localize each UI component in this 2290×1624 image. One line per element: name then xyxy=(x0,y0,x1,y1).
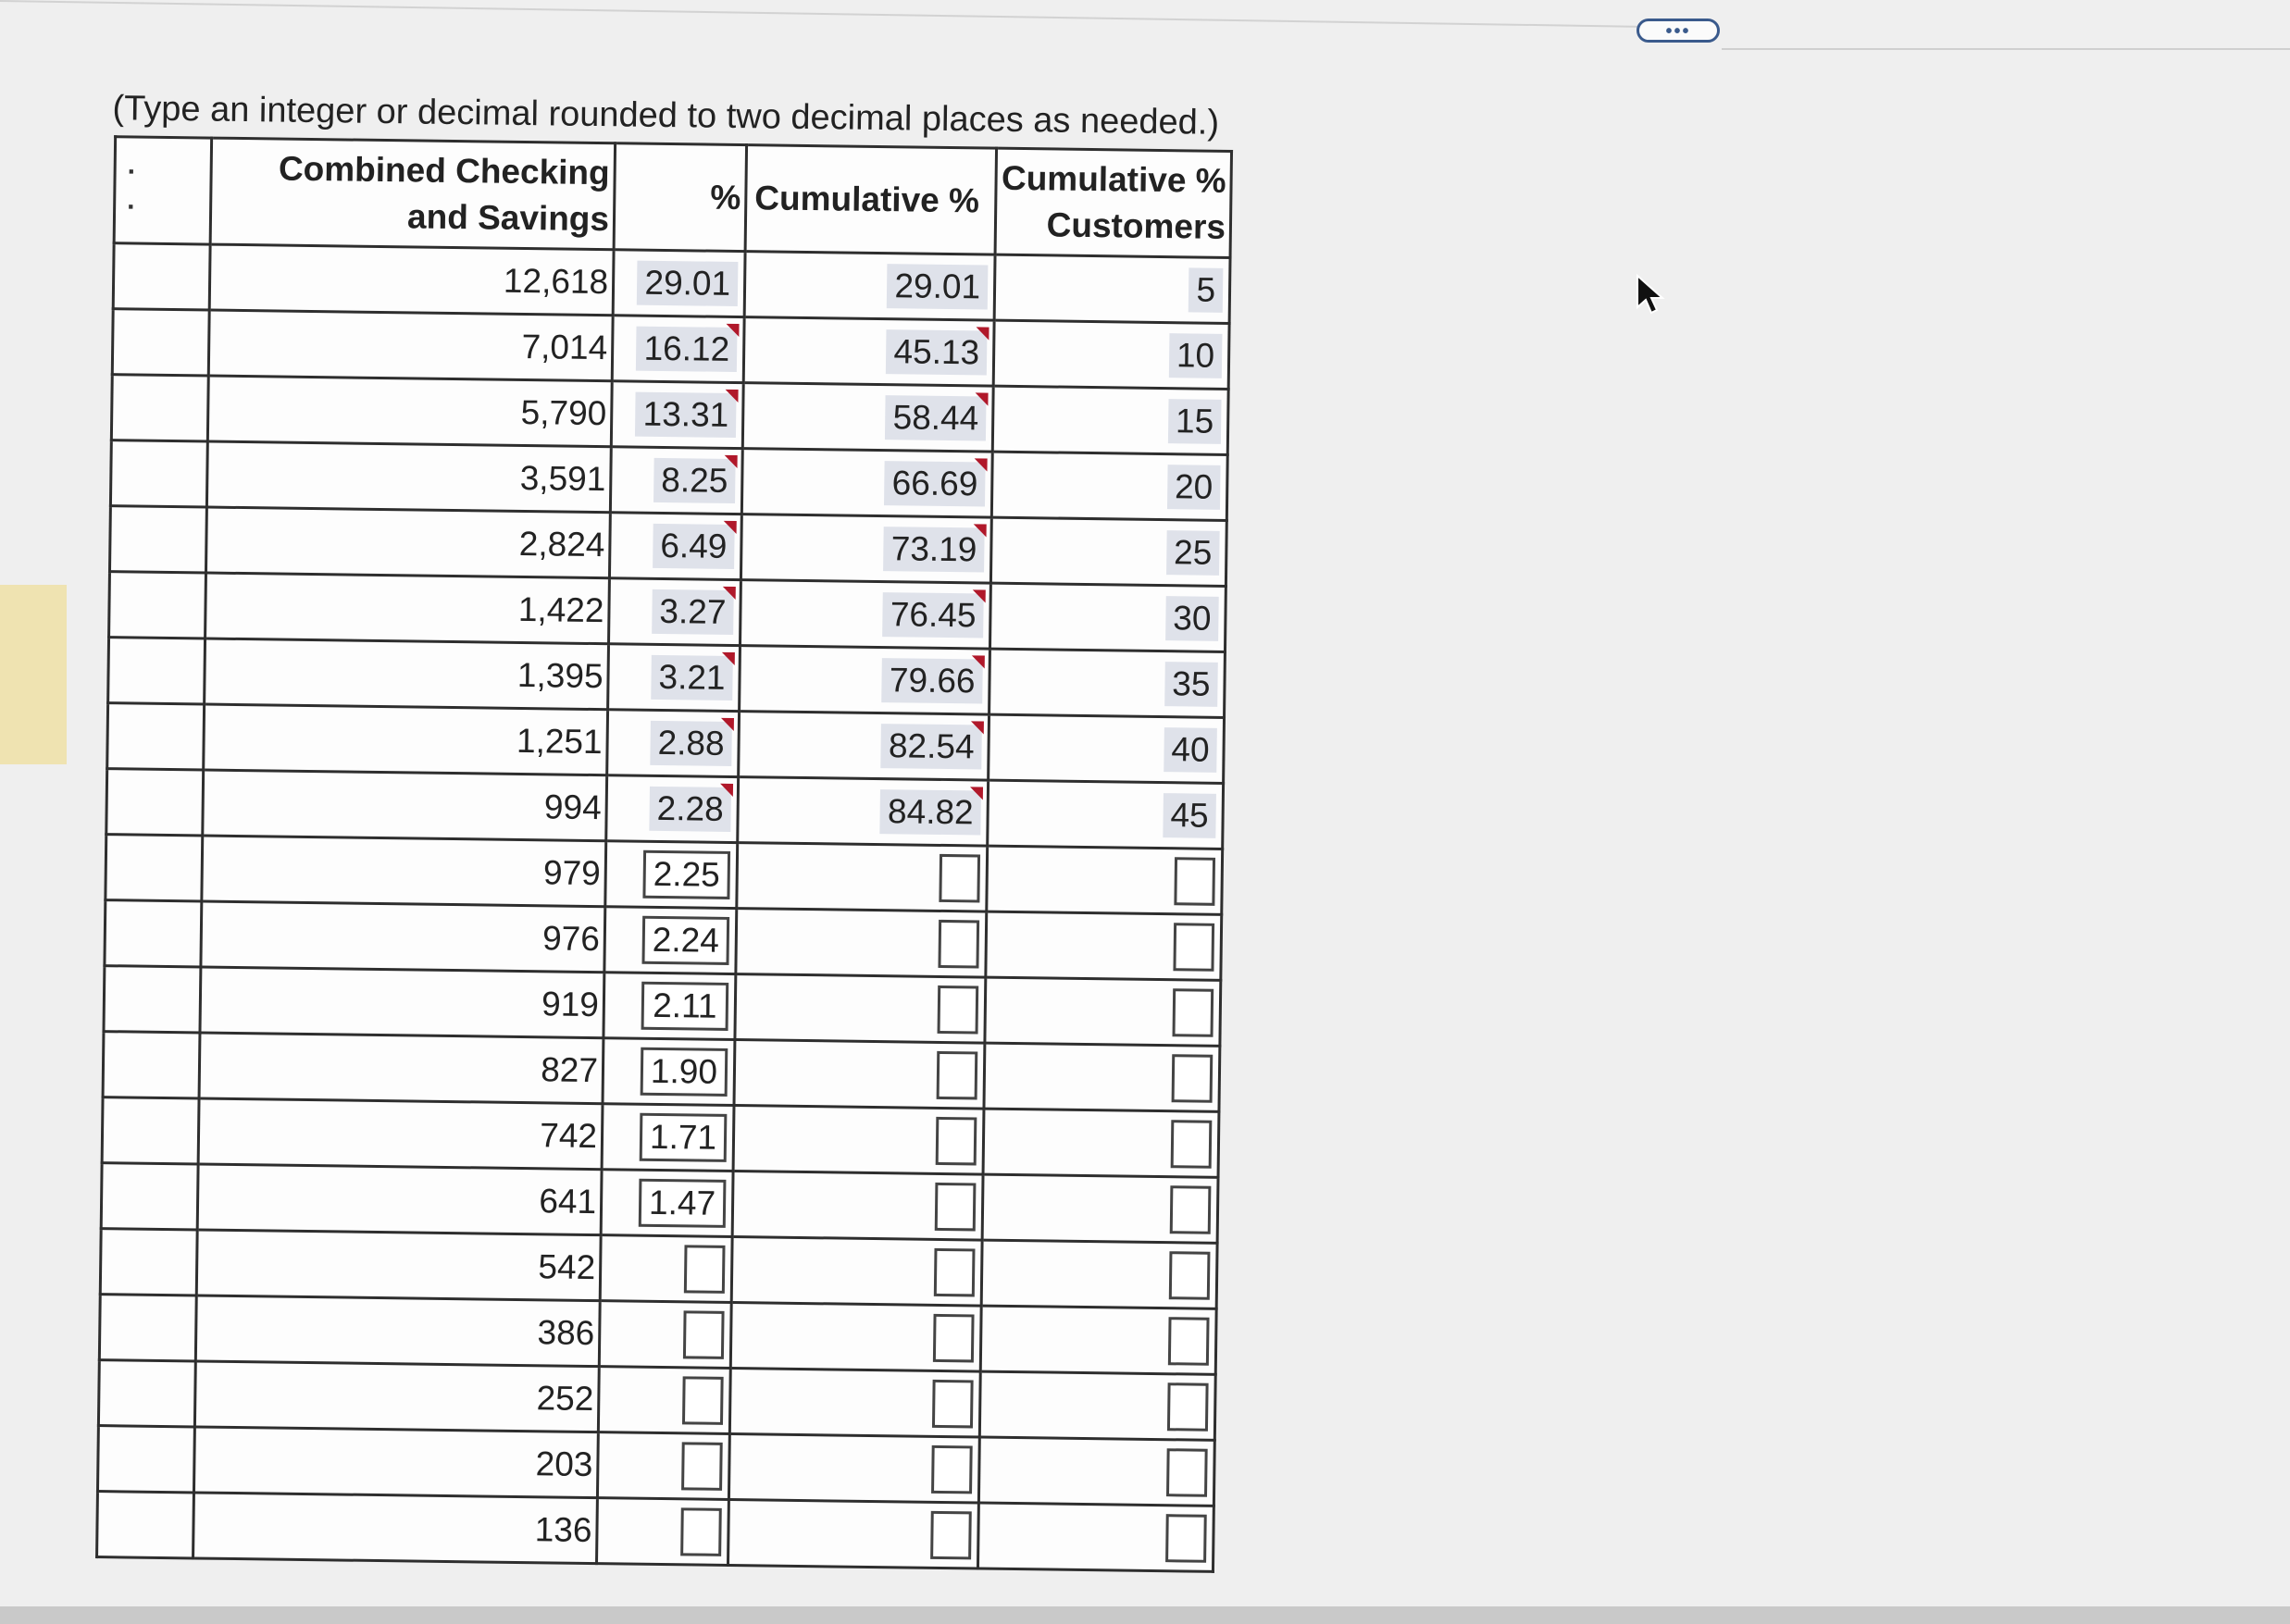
percent-cell xyxy=(603,1038,735,1106)
percent-answer[interactable]: 16.12 xyxy=(636,327,737,372)
percent-input[interactable] xyxy=(680,1507,722,1556)
percent-answer[interactable]: 2.11 xyxy=(641,982,729,1031)
combined-total-cell: 742 xyxy=(198,1098,603,1170)
cumulative-customers-cell xyxy=(989,714,1225,783)
cumulative-customers-answer[interactable]: 45 xyxy=(1163,793,1216,838)
cumulative-percent-cell xyxy=(741,580,991,650)
percent-answer[interactable]: 2.25 xyxy=(642,850,730,899)
row-label-cell xyxy=(99,1295,196,1361)
percent-answer[interactable]: 2.24 xyxy=(641,916,729,965)
row-label-cell xyxy=(97,1492,194,1558)
cumulative-customers-cell xyxy=(992,386,1228,454)
percent-input[interactable] xyxy=(682,1376,724,1425)
combined-total-cell: 919 xyxy=(200,967,604,1038)
cumulative-percent-cell xyxy=(739,712,989,781)
cumulative-percent-input[interactable] xyxy=(931,1445,973,1494)
combined-total-cell: 976 xyxy=(201,901,605,973)
percent-answer[interactable]: 2.28 xyxy=(649,787,731,832)
combined-total-cell: 1,395 xyxy=(205,638,609,710)
header-cust-line2: Customers xyxy=(1046,205,1226,246)
row-label-cell xyxy=(97,1426,194,1493)
cumulative-customers-cell xyxy=(989,649,1226,717)
cumulative-percent-cell xyxy=(733,1106,984,1175)
table-body xyxy=(97,243,1230,1572)
percent-answer[interactable]: 8.25 xyxy=(653,458,736,503)
cumulative-customers-cell xyxy=(981,1240,1217,1308)
cumulative-percent-cell xyxy=(740,646,990,715)
header-cust-line1: Cumulative % xyxy=(1001,158,1226,200)
combined-total-cell: 641 xyxy=(197,1164,602,1235)
cumulative-percent-input[interactable] xyxy=(939,854,980,903)
combined-total-cell: 252 xyxy=(194,1361,599,1432)
cumulative-percent-input[interactable] xyxy=(934,1248,976,1297)
percent-cell xyxy=(613,250,745,317)
cumulative-percent-cell xyxy=(735,974,986,1044)
row-label-cell xyxy=(102,1097,199,1164)
cumulative-percent-cell xyxy=(732,1172,983,1241)
cumulative-percent-answer[interactable]: 82.54 xyxy=(881,724,982,769)
row-label-cell xyxy=(103,1032,200,1098)
cumulative-customers-cell xyxy=(980,1306,1216,1374)
cumulative-customers-cell xyxy=(983,1109,1219,1177)
combined-total-cell: 994 xyxy=(203,770,607,841)
combined-total-cell: 1,422 xyxy=(205,573,610,644)
cumulative-customers-input[interactable] xyxy=(1173,923,1214,972)
percent-cell xyxy=(612,316,744,383)
cumulative-percent-input[interactable] xyxy=(936,1117,977,1166)
percent-cell xyxy=(609,578,741,646)
side-tab[interactable] xyxy=(0,585,67,764)
cumulative-percent-answer[interactable]: 79.66 xyxy=(882,658,983,703)
cumulative-customers-cell xyxy=(988,780,1224,849)
cumulative-percent-answer[interactable]: 76.45 xyxy=(883,592,984,638)
cumulative-customers-answer[interactable]: 10 xyxy=(1169,333,1223,378)
cumulative-percent-cell xyxy=(737,843,988,912)
cumulative-percent-answer[interactable]: 73.19 xyxy=(883,527,984,572)
cumulative-customers-answer[interactable]: 20 xyxy=(1167,465,1221,510)
cumulative-customers-cell xyxy=(993,320,1229,389)
cumulative-customers-cell xyxy=(994,254,1230,323)
percent-input[interactable] xyxy=(683,1310,725,1359)
row-label-cell xyxy=(108,638,205,704)
cumulative-percent-cell xyxy=(738,777,989,847)
cumulative-customers-answer[interactable]: 25 xyxy=(1166,530,1220,576)
cumulative-percent-cell xyxy=(736,909,987,978)
cumulative-percent-cell xyxy=(728,1434,979,1504)
row-label-cell xyxy=(105,900,202,967)
cumulative-percent-cell xyxy=(741,449,992,518)
cumulative-percent-answer[interactable]: 66.69 xyxy=(884,461,985,506)
cumulative-customers-input[interactable] xyxy=(1166,1448,1208,1497)
cumulative-percent-answer[interactable]: 58.44 xyxy=(885,395,986,440)
cumulative-percent-cell xyxy=(731,1237,982,1307)
cumulative-customers-cell xyxy=(979,1371,1215,1440)
percent-answer[interactable]: 29.01 xyxy=(637,261,738,306)
cumulative-percent-cell xyxy=(744,252,995,321)
row-label-cell xyxy=(112,309,209,376)
cumulative-percent-input[interactable] xyxy=(938,986,979,1035)
cumulative-customers-cell xyxy=(978,1437,1214,1506)
percent-cell xyxy=(609,513,741,580)
cumulative-percent-cell xyxy=(741,514,991,584)
row-label-cell xyxy=(104,966,201,1033)
cumulative-customers-input[interactable] xyxy=(1172,1054,1213,1103)
combined-total-cell: 12,618 xyxy=(209,244,614,316)
combined-total-cell: 3,591 xyxy=(206,441,611,513)
cumulative-customers-cell xyxy=(991,452,1227,520)
combined-total-cell: 203 xyxy=(193,1427,598,1498)
percent-cell xyxy=(606,775,739,843)
percent-answer[interactable]: 1.47 xyxy=(639,1179,727,1228)
cumulative-customers-answer[interactable]: 35 xyxy=(1164,662,1218,707)
percent-answer[interactable]: 6.49 xyxy=(653,524,735,569)
cumulative-customers-cell xyxy=(984,1043,1220,1111)
cumulative-percent-cell xyxy=(729,1369,980,1438)
table-row xyxy=(97,1492,1214,1572)
percent-cell xyxy=(601,1170,733,1237)
header-percent: % xyxy=(614,143,746,252)
percent-cell xyxy=(602,1104,734,1172)
percent-cell xyxy=(597,1498,729,1566)
percent-cell xyxy=(604,973,736,1040)
row-label-cell xyxy=(106,835,203,901)
pareto-table xyxy=(95,135,1233,1573)
row-label-cell xyxy=(100,1229,197,1295)
header-blank: · · xyxy=(114,137,211,244)
cumulative-customers-cell xyxy=(985,977,1221,1046)
cumulative-customers-input[interactable] xyxy=(1169,1251,1211,1300)
cumulative-percent-answer[interactable]: 29.01 xyxy=(887,264,988,309)
row-label-cell xyxy=(110,440,207,507)
row-label-cell xyxy=(109,572,206,638)
percent-cell xyxy=(600,1235,732,1303)
row-label-cell xyxy=(113,243,210,310)
cumulative-customers-input[interactable] xyxy=(1173,988,1214,1037)
percent-cell xyxy=(599,1301,731,1369)
percent-cell xyxy=(610,447,742,514)
percent-cell xyxy=(597,1432,729,1500)
cumulative-customers-answer[interactable]: 40 xyxy=(1164,727,1217,773)
row-label-cell xyxy=(111,375,208,441)
more-options-button[interactable]: ••• xyxy=(1637,19,1720,43)
cumulative-percent-cell xyxy=(730,1303,981,1372)
right-divider xyxy=(1722,48,2290,50)
cumulative-customers-input[interactable] xyxy=(1167,1382,1209,1432)
percent-cell xyxy=(605,841,738,909)
combined-total-cell: 2,824 xyxy=(205,507,610,578)
cumulative-percent-input[interactable] xyxy=(937,1051,978,1100)
percent-cell xyxy=(607,710,740,777)
cumulative-percent-input[interactable] xyxy=(938,920,979,969)
cumulative-percent-answer[interactable]: 84.82 xyxy=(880,789,981,835)
row-label-cell xyxy=(101,1163,198,1230)
cumulative-customers-cell xyxy=(990,517,1226,586)
header-combined-checking-savings xyxy=(210,138,615,250)
cumulative-percent-input[interactable] xyxy=(932,1380,974,1429)
combined-total-cell: 136 xyxy=(193,1493,598,1564)
cumulative-percent-input[interactable] xyxy=(935,1183,977,1232)
percent-input[interactable] xyxy=(681,1442,723,1491)
percent-answer[interactable]: 3.27 xyxy=(652,589,734,635)
row-label-cell xyxy=(107,703,205,770)
cumulative-percent-cell xyxy=(734,1040,985,1110)
header-cumulative-customers xyxy=(995,148,1231,257)
percent-cell xyxy=(604,907,737,974)
header-cumulative-percent: Cumulative % xyxy=(745,145,996,255)
percent-cell xyxy=(608,644,741,712)
cumulative-percent-cell xyxy=(742,383,993,452)
cumulative-customers-answer[interactable]: 15 xyxy=(1168,399,1222,444)
cumulative-percent-answer[interactable]: 45.13 xyxy=(886,329,987,375)
cumulative-customers-cell xyxy=(977,1503,1213,1571)
percent-answer[interactable]: 2.88 xyxy=(650,721,732,766)
header-total-line2: and Savings xyxy=(406,197,610,239)
row-label-cell xyxy=(106,769,204,836)
cumulative-customers-cell xyxy=(986,911,1222,980)
percent-cell xyxy=(611,381,743,449)
row-label-cell xyxy=(109,506,206,573)
top-divider xyxy=(0,0,1648,28)
mouse-pointer-icon xyxy=(1635,274,1668,318)
cumulative-customers-input[interactable] xyxy=(1171,1120,1213,1169)
cumulative-customers-cell xyxy=(989,583,1226,651)
cumulative-percent-cell xyxy=(728,1499,978,1568)
combined-total-cell: 827 xyxy=(199,1033,604,1104)
percent-answer[interactable]: 1.71 xyxy=(640,1113,728,1162)
instructions-text: (Type an integer or decimal rounded to two decimal places as needed.) xyxy=(112,89,1220,143)
combined-total-cell: 979 xyxy=(202,836,606,907)
cumulative-customers-answer[interactable]: 30 xyxy=(1165,596,1219,641)
combined-total-cell: 1,251 xyxy=(204,704,608,775)
bottom-bar xyxy=(0,1606,2290,1624)
cumulative-percent-cell xyxy=(743,317,994,387)
combined-total-cell: 7,014 xyxy=(208,310,613,381)
cumulative-customers-answer[interactable]: 5 xyxy=(1189,267,1223,312)
cumulative-customers-input[interactable] xyxy=(1168,1317,1210,1366)
question-panel xyxy=(82,76,1296,1600)
cumulative-customers-cell xyxy=(982,1174,1218,1243)
cumulative-customers-input[interactable] xyxy=(1170,1185,1212,1234)
percent-answer[interactable]: 1.90 xyxy=(641,1048,728,1097)
cumulative-percent-input[interactable] xyxy=(933,1314,975,1363)
percent-answer[interactable]: 13.31 xyxy=(635,392,736,438)
cumulative-customers-cell xyxy=(987,846,1223,914)
combined-total-cell: 386 xyxy=(195,1295,600,1367)
cumulative-customers-input[interactable] xyxy=(1165,1514,1207,1563)
combined-total-cell: 5,790 xyxy=(207,376,612,447)
row-label-cell xyxy=(98,1360,195,1427)
percent-input[interactable] xyxy=(684,1245,726,1294)
combined-total-cell: 542 xyxy=(196,1230,601,1301)
percent-cell xyxy=(598,1367,730,1434)
cumulative-percent-input[interactable] xyxy=(930,1511,972,1560)
table-header-row xyxy=(114,137,1231,258)
cumulative-customers-input[interactable] xyxy=(1174,857,1215,906)
percent-answer[interactable]: 3.21 xyxy=(651,655,733,700)
header-total-line1: Combined Checking xyxy=(278,149,610,192)
